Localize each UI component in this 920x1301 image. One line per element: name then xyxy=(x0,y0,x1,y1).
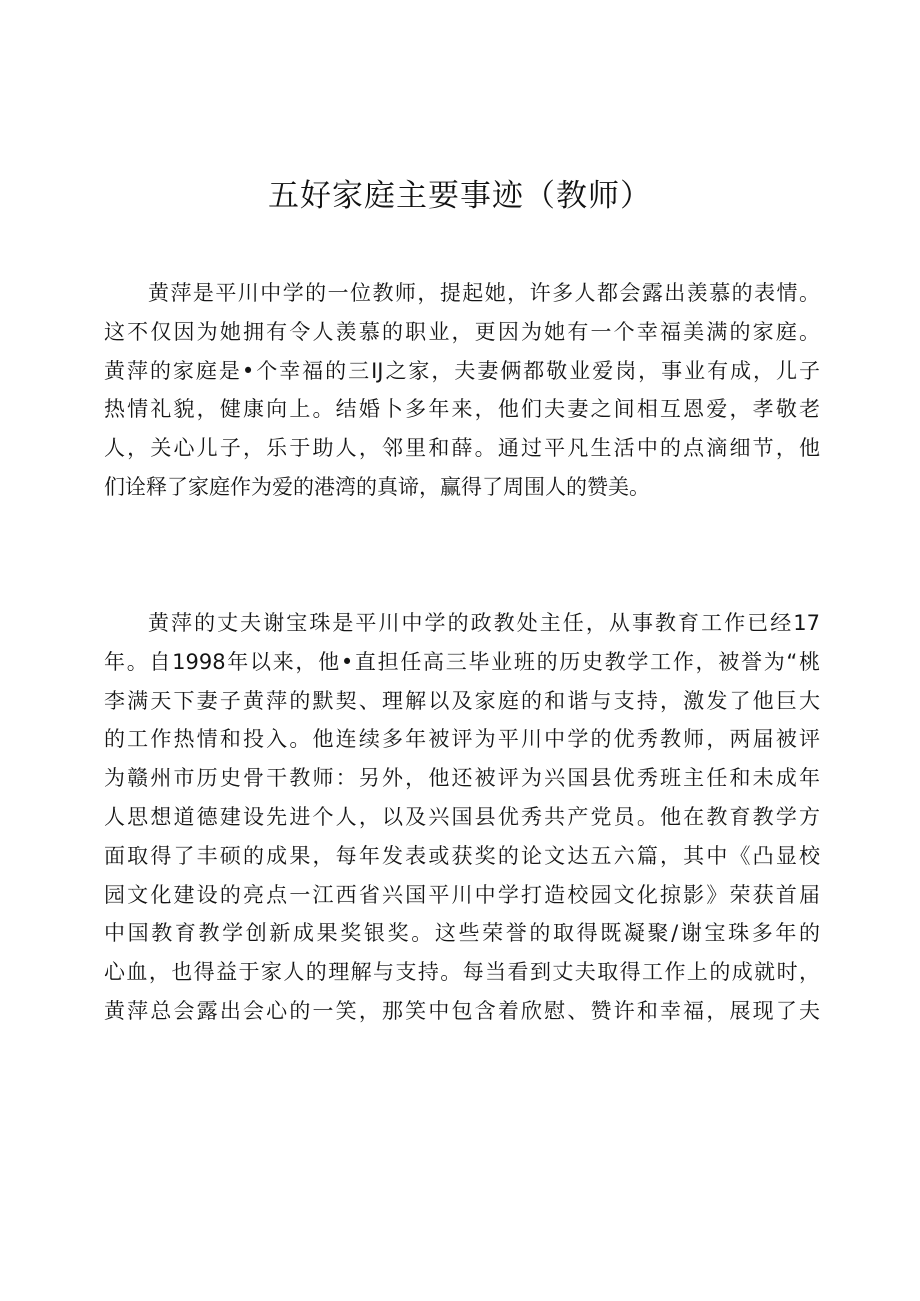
text-line: 年。自1998年以来，他•直担任高三毕业班的历史教学工作，被誉为“桃 xyxy=(104,649,820,674)
text-line: 黄萍的丈夫谢宝珠是平川中学的政教处主任，从事教育工作已经17 xyxy=(148,611,820,635)
text-line: 心血，也得益于家人的理解与支持。每当看到丈夫取得工作上的成就时， xyxy=(104,960,820,985)
text-line: 黄萍是平川中学的一位教师，提起她，许多人都会露出羡慕的表情。 xyxy=(148,281,820,305)
text-line: 的工作热情和投入。他连续多年被评为平川中学的优秀教师，两届被评 xyxy=(104,727,820,752)
paragraph-1 xyxy=(104,274,820,507)
text-line: 面取得了丰硕的成果，每年发表或获奖的论文达五六篇，其中《凸显校 xyxy=(104,843,820,868)
text-line: 们诠释了家庭作为爱的港湾的真谛，赢得了周围人的赞美。 xyxy=(104,474,650,499)
text-line: 园文化建设的亮点一江西省兴国平川中学打造校园文化掠影》荣获首届 xyxy=(104,882,820,907)
text-line: 中国教育教学创新成果奖银奖。这些荣誉的取得既凝聚/谢宝珠多年的 xyxy=(104,921,820,946)
document-title: 五好家庭主要事迹（教师） xyxy=(268,178,652,214)
text-line: 人思想道德建设先进个人，以及兴国县优秀共产党员。他在教育教学方 xyxy=(104,804,820,829)
text-line: 李满天下妻子黄萍的默契、理解以及家庭的和谐与支持，激发了他巨大 xyxy=(104,688,820,713)
text-line: 黄萍总会露出会心的一笑，那笑中包含着欣慰、赞许和幸福，展现了夫 xyxy=(104,998,820,1023)
paragraph-2 xyxy=(104,604,820,1031)
text-line: 人，关心儿子，乐于助人，邻里和薛。通过平凡生活中的点滴细节，他 xyxy=(104,436,820,461)
text-line: 为赣州市历史骨干教师：另外，他还被评为兴国县优秀班主任和未成年 xyxy=(104,766,820,791)
text-line: 黄萍的家庭是•个幸福的三IJ之家，夫妻俩都敬业爱岗，事业有成，儿子 xyxy=(104,358,820,383)
text-line: 热情礼貌，健康向上。结婚卜多年来，他们夫妻之间相互恩爱，孝敬老 xyxy=(104,397,820,422)
text-line: 这不仅因为她拥有令人羡慕的职业，更因为她有一个幸福美满的家庭。 xyxy=(104,319,820,344)
